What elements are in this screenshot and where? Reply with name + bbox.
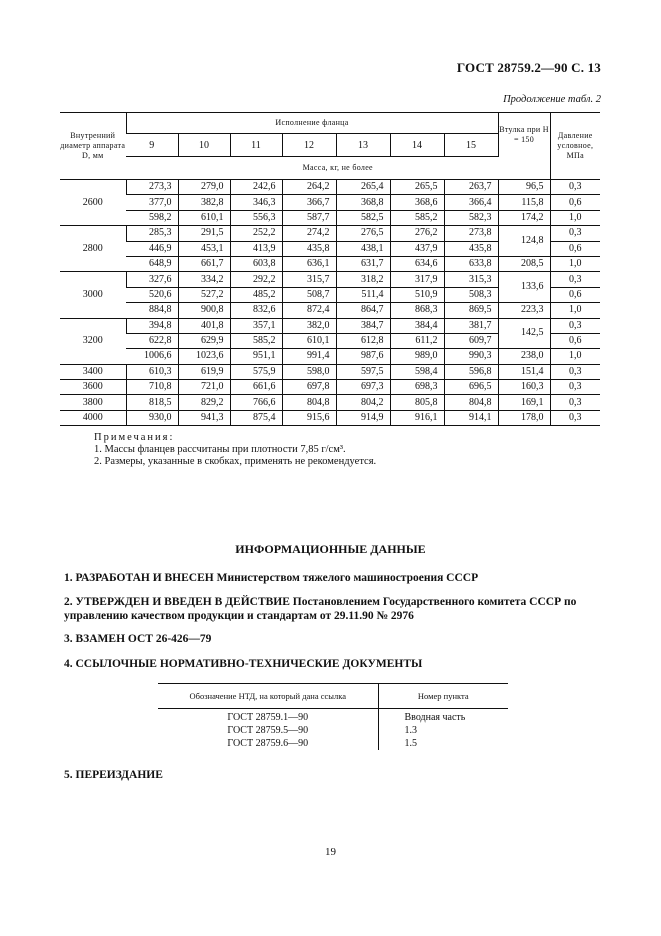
mass-cell: 611,2: [390, 333, 444, 348]
diameter-cell: 3600: [60, 380, 126, 395]
header-version-col: 15: [444, 134, 498, 157]
mass-cell: 315,3: [444, 272, 498, 287]
mass-cell: 990,3: [444, 349, 498, 364]
mass-cell: 265,5: [390, 180, 444, 195]
mass-cell: 273,3: [126, 180, 178, 195]
mass-cell: 875,4: [230, 410, 282, 425]
mass-cell: 317,9: [390, 272, 444, 287]
bushing-cell: 142,5: [498, 318, 550, 349]
mass-cell: 435,8: [282, 241, 336, 256]
mass-cell: 804,8: [444, 395, 498, 410]
table-body: [60, 180, 600, 426]
mass-cell: 914,1: [444, 410, 498, 425]
mass-cell: 413,9: [230, 241, 282, 256]
mass-cell: 273,8: [444, 226, 498, 241]
ref-doc: ГОСТ 28759.1—90: [158, 709, 378, 725]
pressure-cell: 0,6: [550, 333, 600, 348]
mass-cell: 485,2: [230, 287, 282, 302]
mass-cell: 279,0: [178, 180, 230, 195]
mass-cell: 510,9: [390, 287, 444, 302]
bushing-cell: 223,3: [498, 303, 550, 318]
pressure-cell: 0,6: [550, 195, 600, 210]
mass-cell: 285,3: [126, 226, 178, 241]
mass-cell: 318,2: [336, 272, 390, 287]
mass-cell: 612,8: [336, 333, 390, 348]
header-version-col: 13: [336, 134, 390, 157]
info-item-2: 2. УТВЕРЖДЕН И ВВЕДЕН В ДЕЙСТВИЕ Постановлением Государственного комитета СССР по управлению качеством продукции и стандартам от 29.11.90 № 2976: [64, 596, 577, 622]
mass-cell: 989,0: [390, 349, 444, 364]
bushing-cell: 115,8: [498, 195, 550, 210]
refs-header-item: Номер пункта: [378, 684, 508, 709]
mass-cell: 438,1: [336, 241, 390, 256]
mass-cell: 366,7: [282, 195, 336, 210]
mass-cell: 610,1: [282, 333, 336, 348]
mass-cell: 585,2: [230, 333, 282, 348]
bushing-cell: 160,3: [498, 380, 550, 395]
mass-cell: 987,6: [336, 349, 390, 364]
mass-cell: 631,7: [336, 256, 390, 271]
mass-cell: 1006,6: [126, 349, 178, 364]
info-section-title: ИНФОРМАЦИОННЫЕ ДАННЫЕ: [235, 542, 426, 556]
mass-cell: 587,7: [282, 210, 336, 225]
mass-cell: 382,0: [282, 318, 336, 333]
notes-block: [94, 432, 376, 468]
mass-cell: 596,8: [444, 364, 498, 379]
diameter-cell: 3400: [60, 364, 126, 379]
mass-cell: 598,4: [390, 364, 444, 379]
mass-cell: 435,8: [444, 241, 498, 256]
mass-cell: 661,6: [230, 380, 282, 395]
bushing-cell: 208,5: [498, 256, 550, 271]
pressure-cell: 1,0: [550, 256, 600, 271]
mass-cell: 991,4: [282, 349, 336, 364]
header-bushing: Втулка при H = 150: [498, 113, 550, 157]
mass-cell: 394,8: [126, 318, 178, 333]
mass-cell: 508,3: [444, 287, 498, 302]
mass-cell: 263,7: [444, 180, 498, 195]
pressure-cell: 1,0: [550, 349, 600, 364]
mass-cell: 609,7: [444, 333, 498, 348]
table-row: [60, 180, 600, 195]
refs-row: [158, 709, 508, 725]
table-row: [60, 303, 600, 318]
header-version-col: 11: [230, 134, 282, 157]
mass-cell: 619,9: [178, 364, 230, 379]
mass-cell: 900,8: [178, 303, 230, 318]
table-row: [60, 318, 600, 333]
mass-cell: 868,3: [390, 303, 444, 318]
mass-cell: 636,1: [282, 256, 336, 271]
mass-cell: 377,0: [126, 195, 178, 210]
mass-cell: 610,3: [126, 364, 178, 379]
bushing-cell: 178,0: [498, 410, 550, 425]
mass-cell: 315,7: [282, 272, 336, 287]
mass-cell: 276,5: [336, 226, 390, 241]
mass-cell: 437,9: [390, 241, 444, 256]
notes-title: Примечания:: [94, 432, 175, 443]
table-row: [60, 272, 600, 287]
mass-cell: 575,9: [230, 364, 282, 379]
mass-cell: 610,1: [178, 210, 230, 225]
mass-cell: 265,4: [336, 180, 390, 195]
mass-cell: 598,2: [126, 210, 178, 225]
mass-cell: 622,8: [126, 333, 178, 348]
mass-cell: 597,5: [336, 364, 390, 379]
mass-cell: 598,0: [282, 364, 336, 379]
page-number: 19: [325, 846, 336, 858]
pressure-cell: 0,6: [550, 241, 600, 256]
refs-row: [158, 737, 508, 750]
mass-cell: 334,2: [178, 272, 230, 287]
ref-item: 1.3: [404, 725, 417, 736]
header-version-col: 14: [390, 134, 444, 157]
mass-cell: 384,7: [336, 318, 390, 333]
mass-cell: 698,3: [390, 380, 444, 395]
pressure-cell: 0,3: [550, 318, 600, 333]
bushing-cell: 124,8: [498, 226, 550, 257]
mass-cell: 804,2: [336, 395, 390, 410]
mass-cell: 697,8: [282, 380, 336, 395]
mass-cell: 696,5: [444, 380, 498, 395]
table-row: [60, 210, 600, 225]
mass-cell: 916,1: [390, 410, 444, 425]
mass-cell: 368,8: [336, 195, 390, 210]
info-item-5: 5. ПЕРЕИЗДАНИЕ: [64, 769, 163, 781]
mass-cell: 648,9: [126, 256, 178, 271]
refs-row: [158, 724, 508, 737]
mass-cell: 829,2: [178, 395, 230, 410]
table-row: [60, 256, 600, 271]
mass-cell: 366,4: [444, 195, 498, 210]
pressure-cell: 0,3: [550, 226, 600, 241]
pressure-cell: 0,3: [550, 395, 600, 410]
mass-cell: 511,4: [336, 287, 390, 302]
ref-item: Вводная часть: [404, 712, 466, 723]
mass-cell: 327,6: [126, 272, 178, 287]
mass-cell: 864,7: [336, 303, 390, 318]
mass-cell: 872,4: [282, 303, 336, 318]
mass-cell: 556,3: [230, 210, 282, 225]
ref-item: 1.5: [404, 738, 417, 749]
mass-cell: 915,6: [282, 410, 336, 425]
info-item-1: 1. РАЗРАБОТАН И ВНЕСЕН Министерством тяжелого машиностроения СССР: [64, 572, 479, 584]
mass-cell: 384,4: [390, 318, 444, 333]
header-version-col: 9: [126, 134, 178, 157]
table-row: [60, 349, 600, 364]
mass-cell: 368,6: [390, 195, 444, 210]
mass-cell: 766,6: [230, 395, 282, 410]
mass-cell: 276,2: [390, 226, 444, 241]
diameter-cell: 3800: [60, 395, 126, 410]
mass-cell: 721,0: [178, 380, 230, 395]
mass-cell: 252,2: [230, 226, 282, 241]
mass-cell: 242,6: [230, 180, 282, 195]
mass-cell: 508,7: [282, 287, 336, 302]
ref-doc: ГОСТ 28759.6—90: [158, 737, 378, 750]
bushing-cell: 238,0: [498, 349, 550, 364]
pressure-cell: 0,6: [550, 287, 600, 302]
bushing-cell: 169,1: [498, 395, 550, 410]
table-row: [60, 226, 600, 241]
mass-cell: 914,9: [336, 410, 390, 425]
header-pressure: Давление условное, МПа: [550, 113, 600, 180]
mass-cell: 634,6: [390, 256, 444, 271]
table-row: [60, 395, 600, 410]
mass-cell: 603,8: [230, 256, 282, 271]
ref-doc: ГОСТ 28759.5—90: [158, 724, 378, 737]
pressure-cell: 1,0: [550, 303, 600, 318]
mass-cell: 382,8: [178, 195, 230, 210]
mass-cell: 585,2: [390, 210, 444, 225]
mass-cell: 805,8: [390, 395, 444, 410]
mass-cell: 930,0: [126, 410, 178, 425]
diameter-cell: 2800: [60, 226, 126, 272]
header-version-col: 10: [178, 134, 230, 157]
table-row: [60, 410, 600, 425]
mass-cell: 527,2: [178, 287, 230, 302]
diameter-cell: 3200: [60, 318, 126, 364]
mass-cell: 274,2: [282, 226, 336, 241]
pressure-cell: 0,3: [550, 380, 600, 395]
mass-cell: 381,7: [444, 318, 498, 333]
mass-cell: 818,5: [126, 395, 178, 410]
refs-header-doc: Обозначение НТД, на который дана ссылка: [158, 684, 378, 709]
pressure-cell: 0,3: [550, 410, 600, 425]
diameter-cell: 2600: [60, 180, 126, 226]
mass-cell: 951,1: [230, 349, 282, 364]
note-item: 2. Размеры, указанные в скобках, применять не рекомендуется.: [94, 456, 377, 467]
mass-cell: 710,8: [126, 380, 178, 395]
mass-cell: 582,5: [336, 210, 390, 225]
info-item-4: 4. ССЫЛОЧНЫЕ НОРМАТИВНО-ТЕХНИЧЕСКИЕ ДОКУМЕНТЫ: [64, 658, 423, 670]
mass-cell: 1023,6: [178, 349, 230, 364]
mass-cell: 869,5: [444, 303, 498, 318]
mass-cell: 582,3: [444, 210, 498, 225]
header-mass-label: Масса, кг, не более: [126, 157, 550, 180]
mass-cell: 832,6: [230, 303, 282, 318]
bushing-cell: 174,2: [498, 210, 550, 225]
mass-cell: 446,9: [126, 241, 178, 256]
diameter-cell: 3000: [60, 272, 126, 318]
table-row: [60, 380, 600, 395]
mass-cell: 292,2: [230, 272, 282, 287]
table-row: [60, 364, 600, 379]
flange-mass-table: [60, 112, 600, 426]
bushing-cell: 151,4: [498, 364, 550, 379]
mass-cell: 629,9: [178, 333, 230, 348]
note-item: 1. Массы фланцев рассчитаны при плотности 7,85 г/см³.: [94, 444, 346, 455]
mass-cell: 941,3: [178, 410, 230, 425]
mass-cell: 804,8: [282, 395, 336, 410]
mass-cell: 520,6: [126, 287, 178, 302]
pressure-cell: 0,3: [550, 364, 600, 379]
mass-cell: 264,2: [282, 180, 336, 195]
mass-cell: 633,8: [444, 256, 498, 271]
mass-cell: 884,8: [126, 303, 178, 318]
info-item-3: 3. ВЗАМЕН ОСТ 26-426—79: [64, 633, 212, 645]
bushing-cell: 96,5: [498, 180, 550, 195]
mass-cell: 697,3: [336, 380, 390, 395]
header-version-col: 12: [282, 134, 336, 157]
pressure-cell: 0,3: [550, 272, 600, 287]
mass-cell: 453,1: [178, 241, 230, 256]
pressure-cell: 0,3: [550, 180, 600, 195]
mass-cell: 401,8: [178, 318, 230, 333]
bushing-cell: 133,6: [498, 272, 550, 303]
header-diameter: Внутренний диаметр аппарата D, мм: [60, 113, 126, 180]
diameter-cell: 4000: [60, 410, 126, 425]
mass-cell: 357,1: [230, 318, 282, 333]
document-header: ГОСТ 28759.2—90 С. 13: [456, 60, 601, 75]
table-continuation-label: Продолжение табл. 2: [503, 94, 601, 105]
references-table: [158, 683, 508, 750]
mass-cell: 291,5: [178, 226, 230, 241]
header-flange-version: Исполнение фланца: [126, 113, 498, 134]
mass-cell: 661,7: [178, 256, 230, 271]
mass-cell: 346,3: [230, 195, 282, 210]
table-row: [60, 195, 600, 210]
pressure-cell: 1,0: [550, 210, 600, 225]
